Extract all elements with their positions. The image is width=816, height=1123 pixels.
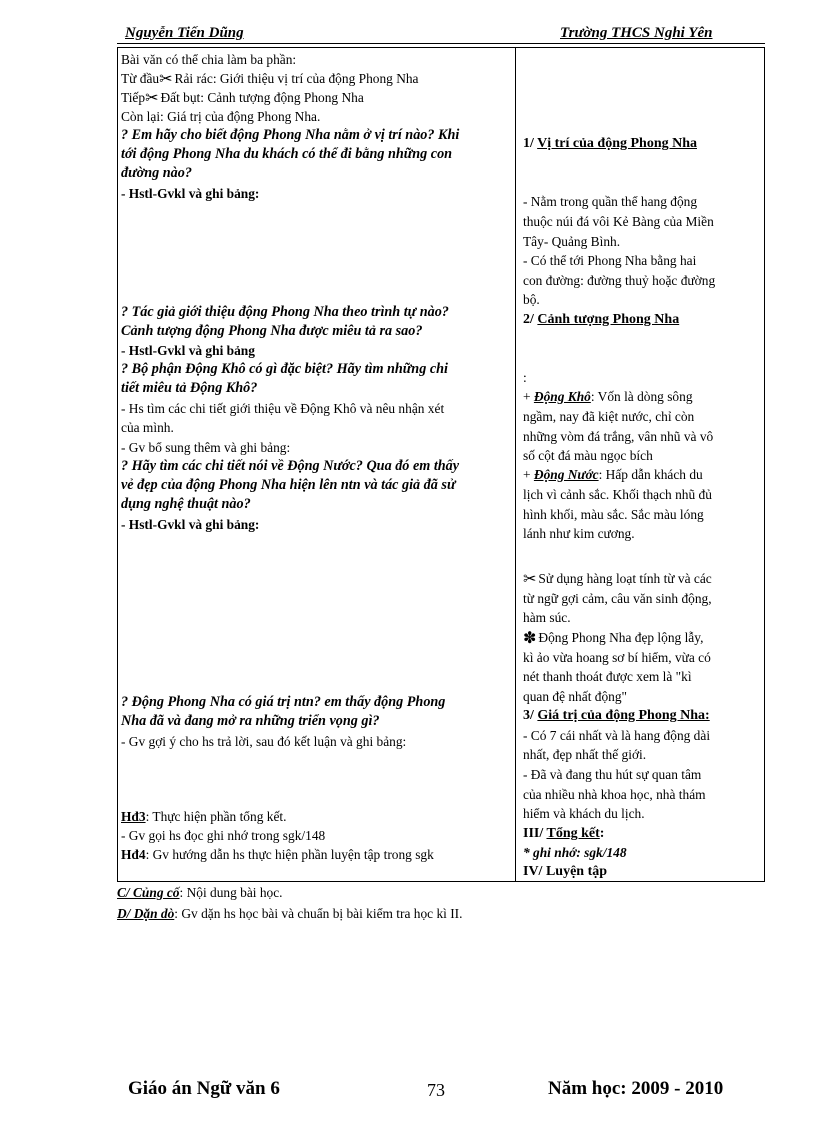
section-1-heading: 1/ Vị trí của động Phong Nha	[523, 136, 697, 151]
question-4-cont: vẻ đẹp của động Phong Nha hiện lên ntn và tác giả đã sử	[121, 477, 456, 493]
school-name: Trường THCS Nghi Yên	[560, 25, 713, 41]
part-1-line: Từ đầu✂ Rải rác: Giới thiệu vị trí của động Phong Nha	[121, 71, 419, 88]
teacher-name: Nguyễn Tiến Dũng	[125, 25, 244, 41]
intro-line: Bài văn có thể chia làm ba phần:	[121, 52, 297, 67]
note-line: kì ảo vừa hoang sơ bí hiểm, vừa có	[523, 650, 711, 665]
note-line: nhất, đẹp nhất thế giới.	[523, 747, 647, 762]
student-task-cont: của mình.	[121, 420, 174, 435]
footer-school-year: Năm học: 2009 - 2010	[548, 1078, 724, 1099]
teacher-task: - Gv bổ sung thêm và ghi bảng:	[121, 440, 291, 455]
method-line: - Hstl-Gvkl và ghi bảng:	[121, 517, 260, 532]
student-task: - Hs tìm các chi tiết giới thiệu về Động Khô và nêu nhận xét	[121, 401, 445, 416]
method-line: - Hstl-Gvkl và ghi bảng:	[121, 186, 260, 201]
scissors-icon: ✂	[145, 90, 159, 107]
stray-colon: :	[523, 370, 527, 385]
note-line: từ ngữ gợi cảm, câu văn sinh động,	[523, 591, 712, 606]
question-1: ? Em hãy cho biết động Phong Nha nằm ở vị trí nào? Khi	[121, 127, 460, 143]
question-5: ? Động Phong Nha có giá trị ntn? em thấy động Phong	[121, 694, 446, 710]
homework-line: D/ Dặn dò: Gv dặn hs học bài và chuẩn bị bài kiểm tra học kì II.	[117, 906, 463, 921]
question-4: ? Hãy tìm các chi tiết nói về Động Nước? Qua đó em thấy	[121, 458, 460, 474]
question-1-cont: tới động Phong Nha du khách có thể đi bằng những con	[121, 146, 453, 162]
consolidation-line: C/ Củng cố: Nội dung bài học.	[117, 885, 283, 900]
page-number: 73	[427, 1080, 445, 1100]
question-3: ? Bộ phận Động Khô có gì đặc biệt? Hãy tìm những chi	[121, 361, 448, 377]
note-line: Tây- Quảng Bình.	[523, 234, 621, 249]
question-1-cont: đường nào?	[121, 165, 192, 181]
note-line: của nhiều nhà khoa học, nhà thám	[523, 787, 706, 802]
part-2-line: Tiếp✂ Đất bụt: Cảnh tượng động Phong Nha	[121, 90, 364, 107]
lesson-table	[117, 47, 765, 882]
question-2-cont: Cảnh tượng động Phong Nha được miêu tả ra sao?	[121, 323, 423, 339]
activity-4: Hđ4: Gv hướng dẫn hs thực hiện phần luyện tập trong sgk	[121, 847, 434, 862]
note-line: nét thanh thoát được xem là "kì	[523, 669, 692, 684]
teacher-activities-column	[121, 50, 512, 878]
beauty-note-line: ✽ Động Phong Nha đẹp lộng lẫy,	[523, 630, 704, 647]
section-5-heading: IV/ Luyện tập	[523, 864, 608, 879]
teacher-task: - Gv gọi hs đọc ghi nhớ trong sgk/148	[121, 828, 326, 843]
note-line: hiểm và khách du lịch.	[523, 806, 645, 821]
question-2: ? Tác giả giới thiệu động Phong Nha theo trình tự nào?	[121, 304, 449, 320]
section-3-heading: 3/ Giá trị của động Phong Nha:	[523, 708, 710, 723]
note-line: hàm súc.	[523, 610, 571, 625]
footer-subject: Giáo án Ngữ văn 6	[128, 1078, 280, 1099]
question-4-cont: dụng nghệ thuật nào?	[121, 496, 251, 512]
column-divider	[515, 48, 516, 881]
scissors-icon: ✂	[159, 71, 173, 88]
section-4-heading: III/ Tổng kết:	[523, 826, 605, 841]
note-line: bộ.	[523, 292, 540, 307]
part-3-line: Còn lại: Giá trị của động Phong Nha.	[121, 109, 321, 124]
note-line: - Có thể tới Phong Nha bằng hai	[523, 253, 697, 268]
note-line: số cột đá màu ngọc bích	[523, 448, 653, 463]
note-line: con đường: đường thuỷ hoặc đường	[523, 273, 716, 288]
note-line: thuộc núi đá vôi Kẻ Bàng của Miền	[523, 214, 714, 229]
note-line: lánh như kim cương.	[523, 526, 635, 541]
question-5-cont: Nha đã và đang mở ra những triển vọng gì?	[121, 713, 380, 729]
dry-cave-line: + Động Khô: Vốn là dòng sông	[523, 389, 693, 404]
teacher-task: - Gv gợi ý cho hs trả lời, sau đó kết luận và ghi bảng:	[121, 734, 407, 749]
section-2-heading: 2/ Cảnh tượng Phong Nha	[523, 312, 680, 327]
board-notes-column	[523, 50, 759, 878]
note-line: - Nằm trong quần thể hang động	[523, 194, 698, 209]
note-line: hình khối, màu sắc. Sắc màu lóng	[523, 507, 704, 522]
question-3-cont: tiết miêu tả Động Khô?	[121, 380, 258, 396]
scissors-icon: ✂	[523, 571, 537, 588]
water-cave-line: + Động Nước: Hấp dẫn khách du	[523, 467, 703, 482]
note-line: lịch vì cảnh sắc. Khối thạch nhũ đủ	[523, 487, 712, 502]
note-line: ngầm, nay đã kiệt nước, chỉ còn	[523, 409, 695, 424]
activity-3: Hđ3: Thực hiện phần tổng kết.	[121, 809, 287, 824]
flower-bullet-icon: ✽	[523, 630, 537, 647]
method-line: - Hstl-Gvkl và ghi bảng	[121, 343, 255, 358]
note-line: quan đệ nhất động"	[523, 689, 628, 704]
header-rule	[117, 43, 765, 44]
note-line: những vòm đá trắng, vân nhũ và vô	[523, 429, 714, 444]
note-line: - Đã và đang thu hút sự quan tâm	[523, 767, 702, 782]
memo-line: * ghi nhớ: sgk/148	[523, 845, 627, 860]
note-line: - Có 7 cái nhất và là hang động dài	[523, 728, 711, 743]
art-note-line: ✂ Sử dụng hàng loạt tính từ và các	[523, 571, 712, 588]
